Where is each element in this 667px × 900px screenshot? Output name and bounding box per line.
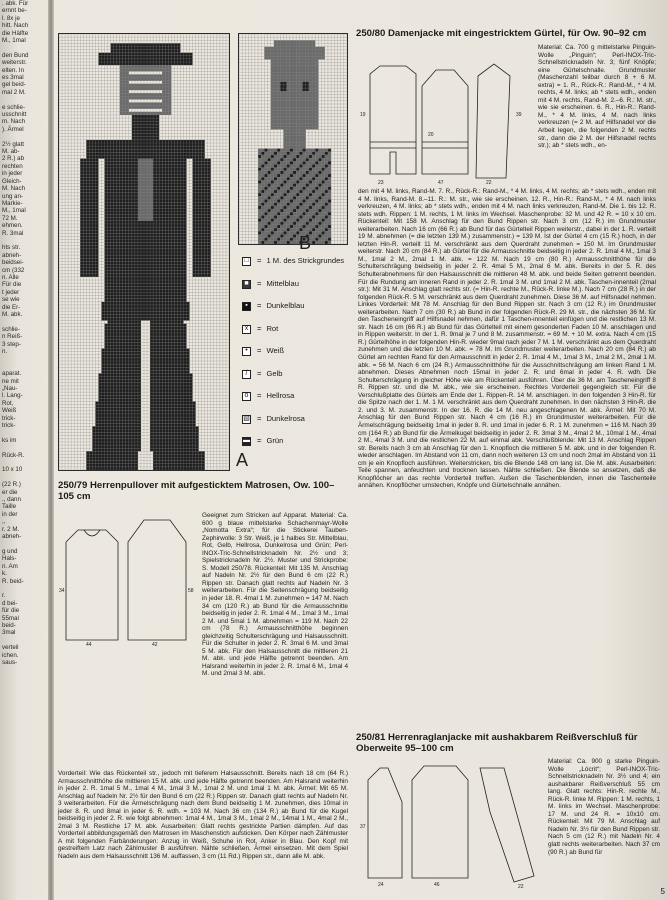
margin-line: r. 2 M.: [2, 525, 20, 533]
legend-equals: =: [257, 413, 262, 423]
margin-line: für die: [2, 607, 20, 615]
margin-line: 55mal: [2, 614, 19, 622]
margin-line: Taille: [2, 503, 17, 511]
legend-label: Hellrosa: [266, 391, 295, 400]
legend-label: Grün: [266, 436, 284, 445]
margin-line: [0, 459, 46, 466]
margin-line: ehmen.: [2, 222, 23, 230]
margin-line: abneh-: [2, 533, 22, 541]
schematic-250-81-drawing: [358, 758, 542, 892]
margin-line: trick-: [2, 422, 16, 430]
margin-line: aparat.: [2, 370, 22, 378]
margin-line: cm (332: [2, 266, 25, 274]
legend-swatch: [242, 347, 251, 356]
margin-line: . abk. Für: [2, 0, 29, 7]
legend-equals: =: [257, 346, 262, 355]
margin-line: [0, 96, 46, 103]
margin-line: R. beid-: [2, 577, 24, 585]
margin-line: 3 step-: [2, 340, 21, 348]
margin-line: er die: [2, 488, 18, 496]
legend-equals: =: [257, 323, 262, 333]
legend-item: [238, 324, 350, 347]
margin-line: [0, 318, 46, 325]
margin-line: [0, 355, 46, 362]
margin-line: gel beid-: [2, 81, 26, 89]
margin-line: n.: [2, 348, 8, 356]
margin-line: d bei-: [2, 599, 18, 607]
article-250-80-body: den mit 4 M. links, Rand-M. 7. R., Rück-R.: Rand-M., * 4 M. links, 4 M. rechts; ab * stets wdh., enden mit 4 M. links, Rand-M. 8.–11. R.: M. str., wie sie erscheinen. 12. R., Hin-R.: Rand-M., * 4 M. nach links verkreuzen, 4 M. links; ab * stets wdh., enden mit 4 M. nach links verkreuzen, Rand-M. Die 1. bis 12. R. stets wdh. Rippen: 1 M. rechts, 1 M. links im Wechsel. Maschenprobe: 32 M. und 42 R. = 10 x 10 cm. Rückenteil: Mit 158 M. Anschlag für den Bund Rippen str. Nach 3 cm (12 R.) im Grundmuster weiterarbeiten. Nach 16 cm (66 R.) ab Bund für das Gürtelteil Rippen weiterstr., dabei in der 1. R. verteilt 19 M. abnehmen (= die letzten 139 M.) zusammenstr.) = 139 M. Ist der Gürtel 4 cm (15 R.) hoch, in der letzten Hin-R. verteilt 11 M. verschränkt aus dem Querdraht zunehmen = 150 M. Im Grundmuster weiterstr. Nach 20 cm (84 R.) ab Gürtel für die Armausschnitte beidseitig in jeder 2. R. 1mal 4 M., 1mal 3 M., 1mal 2 M., 2mal 1 M. abk. = 122 M. Nach 19 cm (80 R.) Armausschnitthöhe für die Schulterschrägung beidseitig in jeder 2. R. 4mal 5 M., 2mal 6 M. abk. Bereits in der 5. R. des Schulterabnehmens für den Halsausschnitt die mittleren 48 M. abk. und beide Seiten getrennt beenden. Für die Rundung am inneren Rand in jeder 2. R. 1mal 3 M. und 1mal 2 M. abk. Taschen-innenteil (2mal str.): Mit 31 M. Anschlag glatt rechts str. (= Hin-R. rechte M., Rück-R. linke M.). Nach 7 cm (28 R.) in der folgenden Rück-R. 5 M. verschränkt aus dem Querdraht zunehmen. Diese 36 M. auf Hilfsnadel nehmen. Linkes Vorderteil: Mit 78 M. Anschlag für den Bund Rippen str. Nach 3 cm (12 R.) im Grundmuster weiterarbeiten. Nach 7 cm (30 R.) ab Bund in der folgenden Rück-R. 29 M. str., die nächsten 36 M. für den Tascheneingriff auf Hilfsnadel nehmen, dafür 1 Taschen-innenteil einfügen und die restlichen 13 M. str. Nach 16 cm (66 R.) ab Bund für das Gürtelteil mit einem gesonderten Faden 10 M. anschlagen und in Rippen weiterstr. In der 1. R. 9mal je 7 und 8 M. zusammenstr. = 69 M. + 10 M. extra. Nach 4 cm (15 R.) Gürtelhöhe in der folgenden Hin-R. wieder 9mal nach jeder 7 M. 1 M. verschränkt aus dem Querdraht zunehmen und die letzten 10 M. abk. = 78 M. Im Grundmuster weiterarbeiten. Nach 20 cm (84 R.) ab Gürtel am rechten Rand für den Armausschnitt in jeder 2. R. 1mal 4 M., 1mal 3 M., 1mal 2 M., 2mal 1 M. abk. = 56 M. Nach 6 cm (24 R.) Armausschnitthöhe für die Ausschnittschrägung am linken Rand 1 M. abnehmen. Dieses Abnehmen noch 15mal in jeder 2. R. und 6mal in jeder 4. R. wdh. Die Schulterschrägung in gleicher Höhe wie am Rückenteil ausführen. Über die 36 M. am Tascheneingriff 8 R. Rippen str. und die M. abk., wie sie erscheinen. Rechtes Vorderteil gegengleich str. Für die Verschlußplatte des Gürtels am Ende der 1. Rippen-R. 14 M. anschlagen. In den folgenden 3 Hin-R. für die Spitze nach der 1. M. 1 M. verschränkt aus dem Querdraht zunehmen. In den nächsten 3 Hin-R. die 2. und 3. M. zusammenstr. In der 16. R. die 14 M. neu angeschlagenen M. abk. Ärmel: Mit 70 M. Anschlag für den Bund Rippen str. Nach 4 cm (16 R.) im Grundmuster weiterarbeiten. Für die Ärmelschrägung beidseitig 1mal in jeder 8. R. und 1mal in jeder 6. R. 1 M. zunehmen = 116 M. Nach 39 cm (164 R.) ab Bund für die Ärmelkugel beidseitig in jeder 2. R. 3mal 3 M., 4mal 2 M., 10mal 1 M., 4mal 2 M., 4mal 3 M. und die restlichen 22 M. auf einmal abk. Verschlußblende: Mit 13 M. Anschlag Rippen str. Bereits nach 3 cm ab Anschlag für den 1. Knopfloch die mittleren 5 M. abk. und in der folgenden R. wieder anschlagen. Im Abstand von 11 cm, dann noch weiteren 13 cm und noch 2mal im Abstand von 11 cm je ein Knopfloch ausführen. Weiterstricken, bis die Blende 148 cm lang ist. Die M. abk. Ausarbeiten: Teile spannen, anfeuchten und trocknen lassen. Nähte schließen. Die Blende so ansetzen, daß die Knopflöcher an das rechte Vorderteil treffen. Außen die Taschenblenden, innen die Taschenteile annähen. Knopflöcher umstechen, Knöpfe und Gürtelschnalle annähen.: [358, 188, 656, 490]
legend-swatch: [242, 370, 251, 379]
margin-line: „Nau-: [2, 385, 18, 393]
margin-line: abneh-: [2, 251, 22, 259]
legend-equals: =: [257, 436, 262, 445]
legend-symbol: •: [245, 347, 248, 354]
article-250-79-title: 250/79 Herrenpullover mit aufgesticktem Matrosen, Ow. 100–105 cm: [58, 480, 335, 502]
margin-line: se wie: [2, 296, 20, 304]
margin-line: l. 8x je: [2, 14, 20, 22]
margin-line: n Reiß-: [2, 333, 23, 341]
schematic-250-80-drawing: [358, 56, 530, 188]
legend-item: [238, 436, 350, 459]
legend-item: [238, 279, 350, 302]
margin-line: rechten: [2, 162, 23, 170]
schematic-250-79-drawing: [58, 512, 196, 650]
legend-symbol: ▪: [245, 302, 248, 309]
legend-label: 1 M. des Strickgrundes: [266, 256, 345, 265]
margin-line: M. ab-: [2, 148, 20, 156]
legend-equals: =: [257, 368, 262, 378]
margin-line: verteil: [2, 644, 19, 652]
legend-symbol: o: [244, 392, 249, 399]
legend-symbol: x: [244, 324, 249, 332]
margin-line: 2½ glatt: [2, 140, 25, 148]
margin-line: schlie-: [2, 325, 20, 333]
margin-line: ., dann: [2, 496, 21, 504]
margin-line: Markie-: [2, 199, 23, 207]
legend-symbol: □: [244, 257, 249, 264]
margin-line: m. Nach: [2, 118, 26, 126]
margin-line: [0, 237, 46, 244]
legend-item: [238, 369, 350, 392]
margin-line: ernnt be-: [2, 7, 27, 15]
margin-line: e schlie-: [2, 103, 26, 111]
margin-line: ung an-: [2, 192, 23, 200]
legend-symbol: ■: [244, 279, 249, 287]
legend-item: [238, 414, 350, 437]
article-250-79-intro: Geeignet zum Stricken auf Apparat. Material: Ca. 600 g blaue mittelstarke Schachenmayr-Wolle „Nomotta Extra“; für die Stickerei Tauben-Zephirwolle: 3 Str. Weiß, je 1 halbes Str. Mittelblau, Rot, Gelb, Hellrosa, Dunkelrosa und Grün; Perl-INOX-Tric-Schnellstricknadeln Nr. 2½ und 3; Spielstricknadeln Nr. 2½. Muster und Strickprobe: S. Modell 250/78. Rückenteil: Mit 135 M. Anschlag auf Nadeln Nr. 2½ für den Bund 6 cm (22 R.) Rippen str. Danach glatt rechts auf Nadeln Nr. 3 weiterarbeiten. Für die Seitenschrägung beidseitig in jeder 18. R. 4mal 1 M. zunehmen = 147 M. Nach 34 cm (120 R.) ab Bund für die Armausschnitte beidseitig in jeder 2. R. 1mal 4 M., 1mal 3 M., 1mal 2 M. und 5mal 1 M. abnehmen = 119 M. Nach 22 cm (78 R.) Armausschnitthöhe beginnen gleichzeitig Schulterschrägung und Halsausschnitt. Für die Schulter in jeder 2. R. 3mal 6 M. und 3mal 5 M. abk. Für den Halsausschnitt die mittleren 21 M. abk. und jede Hälfte getrennt beenden. Am Halsrand weiterhin in jeder 2. R. 1mal 6 M., 1mal 4 M. und 2mal 3 M. abk.: [202, 512, 348, 678]
legend-swatch: [242, 437, 251, 446]
margin-line: ks im: [2, 436, 17, 444]
legend-symbol: /: [245, 369, 248, 377]
margin-line: trick-: [2, 414, 16, 422]
margin-line: ). Ärmel: [2, 125, 24, 133]
margin-line: beid-: [2, 621, 16, 629]
legend-label: Gelb: [266, 368, 283, 378]
margin-line: den Bund: [2, 51, 29, 59]
margin-line: n. Alle: [2, 273, 19, 281]
legend-swatch: [242, 392, 251, 401]
article-250-79-body: Vorderteil: Wie das Rückenteil str., jedoch mit tieferem Halsausschnitt. Bereits nach 18 cm (64 R.) Armausschnitthöhe die mittleren 15 M. abk. und jede Hälfte getrennt beenden. Am Halsrand weiterhin in jeder 2. R. 1mal 5 M., 1mal 4 M., 1mal 3 M., 1mal 2 M. und 1mal 1 M. abk. Ärmel: Mit 65 M. Anschlag auf Nadeln Nr. 2½ für den Bund 6 cm (22 R.) Rippen str. Danach glatt rechts auf Nadeln Nr. 3 weiterarbeiten. Für die Ärmelschrägung nach dem Bund beidseitig 1 M. zunehmen, dies 10mal in jeder 8. R. und 8mal in jeder 6. R. wdh. = 103 M. Nach 36 cm (134 R.) ab Bund für die Kugel beidseitig in jeder 2. R. wie folgt abnehmen: 1mal 4 M., 1mal 3 M., 1mal 2 M., 14mal 1 M., 4mal 2 M., 2mal 3 M. Restliche 17 M. abk. Ausarbeiten: Glatt rechts gestrickte Partien dämpfen. Auf das Vorderteil abbildungsgemäß den Matrosen im Maschenstich aufsticken. Den Körper nach Zählmuster A mit folgenden Farbänderungen: Anzug in Weiß, Schuhe in Rot, Anker in Blau. Den Kopf mit gestreiftem Latz nach Zählmuster B ausführen. Nähte schließen, Ärmel einsetzen. Mit dem Spiel Nadeln aus dem Halsausschnitt 136 M. auffassen, 3 cm (11 Rd.) Rippen str., dann alle M. abk.: [58, 770, 348, 861]
margin-line: in der: [2, 510, 18, 518]
margin-line: [0, 44, 46, 51]
margin-line: r.: [2, 592, 6, 600]
margin-line: n. Am: [2, 562, 18, 570]
margin-line: [0, 637, 46, 644]
legend-equals: =: [257, 301, 262, 310]
margin-line: die Er-: [2, 303, 21, 311]
chart-b-grid: [239, 34, 347, 244]
margin-line: beidsei-: [2, 259, 24, 267]
margin-line: Rot,: [2, 399, 14, 407]
schematic-250-80: [358, 56, 530, 188]
margin-line: l. Lang-: [2, 392, 23, 400]
schematic-250-79: [58, 512, 196, 650]
schematic-250-81: [358, 758, 542, 892]
legend-label: Weiß: [266, 346, 285, 355]
margin-line: M., 1mal: [2, 207, 26, 215]
margin-line: Für die: [2, 281, 22, 289]
margin-line: M. abk.: [2, 311, 23, 318]
chart-b-sailor-head: [238, 33, 348, 245]
margin-line: M. Nach: [2, 185, 26, 193]
legend-label: Dunkelrosa: [266, 413, 305, 423]
page-number: 5: [660, 887, 665, 896]
article-250-80-material: Material: Ca. 700 g mittelstarke Pinguin-Wolle „Pinguin“; Perl-INOX-Tric-Schnellstricknadeln Nr. 3; fünf Knöpfe; eine Gürtelschnalle. Grundmuster (Maschenzahl teilbar durch 8 + 6 M. extra) = 1. R., Rück-R.: Rand-M., * 4 M. rechts, 4 M. links; ab * stets wdh., enden mit 4 M. rechts, Rand-M. 2.–6. R.: M. str., wie sie erscheinen. 6. R., Hin-R.: Rand-M., * 4 M. links, 4 M. nach links verkreuzen (= 2 M. auf Hilfsnadel vor die Arbeit legen, die folgenden 2 M. rechts str., dann die 2 M. der Hilfsnadel rechts str.); ab * stets wdh., en-: [538, 44, 656, 150]
margin-line: mal 2 M.: [2, 88, 26, 96]
chart-a-grid: [59, 34, 229, 470]
margin-line: Hals-: [2, 555, 17, 563]
margin-line: die Hälfte: [2, 29, 29, 37]
margin-line: usschnitt: [2, 111, 27, 119]
legend-swatch: [242, 325, 251, 334]
article-250-81-title: 250/81 Herrenraglanjacke mit aushakbarem Reißverschluß für Oberweite 95–100 cm: [356, 732, 638, 754]
margin-line: [0, 585, 46, 592]
margin-line: ne mit: [2, 377, 19, 385]
legend-label: Rot: [266, 323, 279, 333]
legend-symbol: ▬: [243, 437, 250, 444]
article-250-81-body: Material: Ca. 900 g starke Pinguin-Wolle „Lócrit“; Perl-INOX-Tric-Schnellstricknadeln Nr. 3½ und 4; ein aushakbarer Reißverschluß 55 cm lang. Glatt rechts: Hin-R. rechte M., Rück-R. linke M. Rippen: 1 M. rechts, 1 M. links im Wechsel. Maschenprobe: 17 M. und 24 R. = 10x10 cm. Rückenteil: Mit 79 M. Anschlag auf Nadeln Nr. 3½ für den Bund Rippen str. Nach 5 cm (12 R.) mit Nadeln Nr. 4 glatt rechts weiterarbeiten. Nach 37 cm (90 R.) ab Bund für: [548, 758, 660, 856]
margin-line: 10 x 10: [2, 466, 23, 474]
margin-line: [0, 429, 46, 436]
margin-line: [0, 540, 46, 547]
margin-line: es 3mal: [2, 74, 24, 82]
legend-equals: =: [257, 391, 262, 400]
legend-equals: =: [257, 278, 262, 288]
legend-swatch: [242, 280, 251, 289]
margin-line: (22 R.): [2, 481, 21, 489]
margin-line: hitt. Nach: [2, 22, 29, 30]
margin-line: saus-: [2, 658, 18, 666]
chart-a-label: A: [236, 450, 249, 470]
margin-line: [0, 133, 46, 140]
legend-item: [238, 256, 350, 279]
margin-line: weiterstr.: [2, 59, 27, 67]
margin-line: ichen.: [2, 651, 19, 659]
legend-swatch: [242, 257, 251, 266]
margin-line: in jeder: [2, 170, 23, 178]
chart-a-sailor-body: [58, 33, 230, 471]
legend-item: [238, 346, 350, 369]
margin-line: Rück-R.: [2, 451, 25, 459]
legend-symbol: ▧: [243, 414, 250, 422]
book-spine: [48, 0, 54, 900]
legend-label: Dunkelblau: [266, 301, 305, 310]
margin-line: Weiß: [2, 407, 17, 415]
legend-equals: =: [257, 256, 262, 265]
previous-page-margin-text: [0, 0, 46, 900]
margin-line: 2 R.) ab: [2, 155, 25, 163]
legend-swatch: [242, 302, 251, 311]
margin-line: ,,: [2, 518, 6, 526]
margin-line: elten. In: [2, 66, 25, 74]
margin-line: hts str.: [2, 244, 21, 252]
legend-item: [238, 301, 350, 324]
legend-label: Mittelblau: [266, 278, 299, 288]
margin-line: t jeder: [2, 288, 20, 296]
color-legend: [238, 256, 350, 459]
margin-line: Gleich-: [2, 177, 22, 185]
margin-line: 3mal: [2, 629, 16, 637]
legend-item: [238, 391, 350, 414]
margin-line: 72 M.: [2, 214, 18, 222]
legend-swatch: [242, 415, 251, 424]
margin-line: M., 1mal: [2, 37, 26, 45]
margin-line: g und: [2, 547, 18, 555]
margin-line: [0, 363, 46, 370]
chart-b-label: B: [299, 233, 312, 253]
margin-line: R. 3mal: [2, 229, 24, 237]
article-250-80-title: 250/80 Damenjacke mit eingestricktem Gürtel, für Ow. 90–92 cm: [356, 28, 647, 39]
margin-line: k.: [2, 570, 7, 578]
margin-line: [0, 444, 46, 451]
margin-line: [0, 474, 46, 481]
